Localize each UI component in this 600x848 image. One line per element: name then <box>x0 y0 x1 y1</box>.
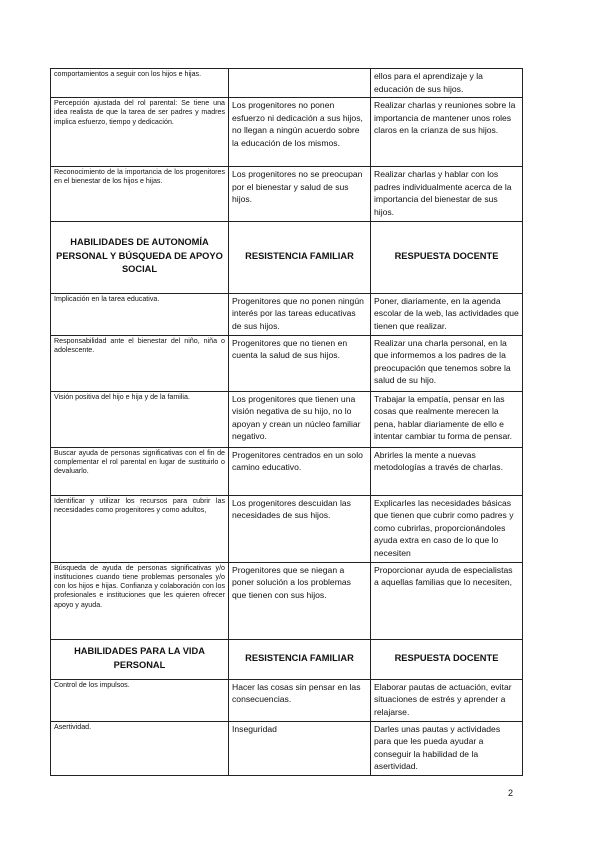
skills-table <box>50 68 523 776</box>
table-row <box>51 98 523 167</box>
skill-cell: Buscar ayuda de personas significativas con el fin de complementar el rol parental en lugar de sustituirlo o devaluarlo. <box>51 447 229 495</box>
teacher-response-cell: Proporcionar ayuda de especialistas a aquellas familias que lo necesiten, <box>371 562 523 639</box>
family-resistance-cell: Los progenitores no ponen esfuerzo ni dedicación a sus hijos, no llegan a ningún acuerdo sobre la educación de los mismos. <box>229 98 371 167</box>
skill-cell: Identificar y utilizar los recursos para cubrir las necesidades como progenitores y como adultos, <box>51 495 229 562</box>
skill-cell: Reconocimiento de la importancia de los progenitores en el bienestar de los hijos e hijas. <box>51 167 229 221</box>
table-row <box>51 335 523 391</box>
table-row <box>51 167 523 221</box>
teacher-response-cell: Realizar charlas y reuniones sobre la importancia de mantener unos roles claros en la crianza de sus hijos. <box>371 98 523 167</box>
family-resistance-cell: Progenitores que no tienen en cuenta la salud de sus hijos. <box>229 335 371 391</box>
section-heading-cell: HABILIDADES PARA LA VIDA PERSONAL <box>51 639 229 679</box>
teacher-response-cell: Explicarles las necesidades básicas que tienen que cubrir como padres y como cubrirlas, proporcionándoles ayuda extra en caso de lo que lo necesiten <box>371 495 523 562</box>
table-row <box>51 69 523 98</box>
teacher-response-cell: Abrirles la mente a nuevas metodologías a través de charlas. <box>371 447 523 495</box>
skill-cell: Búsqueda de ayuda de personas significativas y/o instituciones cuando tiene problemas personales y/o con los hijos e hijas. Confianza y colaboración con los profesionales e instituciones que les quieren ofrecer apoyo y ayuda. <box>51 562 229 639</box>
teacher-response-cell: Realizar charlas y hablar con los padres individualmente acerca de la importancia del bienestar de sus hijos. <box>371 167 523 221</box>
skill-cell: Asertividad. <box>51 721 229 775</box>
table-row <box>51 391 523 447</box>
table-header-row <box>51 221 523 293</box>
teacher-response-cell: ellos para el aprendizaje y la educación de sus hijos. <box>371 69 523 98</box>
resistance-heading-cell: RESISTENCIA FAMILIAR <box>229 221 371 293</box>
table-row <box>51 679 523 721</box>
skill-cell: comportamientos a seguir con los hijos e hijas. <box>51 69 229 98</box>
family-resistance-cell: Progenitores centrados en un solo camino educativo. <box>229 447 371 495</box>
skill-cell: Implicación en la tarea educativa. <box>51 293 229 335</box>
teacher-response-cell: Elaborar pautas de actuación, evitar situaciones de estrés y aprender a relajarse. <box>371 679 523 721</box>
teacher-response-cell: Darles unas pautas y actividades para que les pueda ayudar a conseguir la habilidad de la asertividad. <box>371 721 523 775</box>
resistance-heading-cell: RESISTENCIA FAMILIAR <box>229 639 371 679</box>
table-row <box>51 562 523 639</box>
family-resistance-cell: Hacer las cosas sin pensar en las consecuencias. <box>229 679 371 721</box>
response-heading-cell: RESPUESTA DOCENTE <box>371 639 523 679</box>
response-heading-cell: RESPUESTA DOCENTE <box>371 221 523 293</box>
teacher-response-cell: Trabajar la empatía, pensar en las cosas que realmente merecen la pena, hablar diariamente de ello e intentar cambiar tu forma de pensar. <box>371 391 523 447</box>
family-resistance-cell: Los progenitores que tienen una visión negativa de su hijo, no lo apoyan y crean un núcleo familiar negativo. <box>229 391 371 447</box>
table-row <box>51 721 523 775</box>
section-heading-cell: HABILIDADES DE AUTONOMÍA PERSONAL Y BÚSQUEDA DE APOYO SOCIAL <box>51 221 229 293</box>
skills-table-body <box>51 69 523 776</box>
skill-cell: Visión positiva del hijo e hija y de la familia. <box>51 391 229 447</box>
table-row <box>51 495 523 562</box>
table-row <box>51 447 523 495</box>
family-resistance-cell <box>229 69 371 98</box>
teacher-response-cell: Realizar una charla personal, en la que informemos a los padres de la preocupación que tenemos sobre la salud de su hijo. <box>371 335 523 391</box>
skill-cell: Control de los impulsos. <box>51 679 229 721</box>
family-resistance-cell: Los progenitores no se preocupan por el bienestar y salud de sus hijos. <box>229 167 371 221</box>
skill-cell: Percepción ajustada del rol parental: Se tiene una idea realista de que la tarea de ser padres y madres implica esfuerzo, tiempo y dedicación. <box>51 98 229 167</box>
skill-cell: Responsabilidad ante el bienestar del niño, niña o adolescente. <box>51 335 229 391</box>
family-resistance-cell: Inseguridad <box>229 721 371 775</box>
family-resistance-cell: Los progenitores descuidan las necesidades de sus hijos. <box>229 495 371 562</box>
table-header-row <box>51 639 523 679</box>
teacher-response-cell: Poner, diariamente, en la agenda escolar de la web, las actividades que tienen que realizar. <box>371 293 523 335</box>
family-resistance-cell: Progenitores que no ponen ningún interés por las tareas educativas de sus hijos. <box>229 293 371 335</box>
table-row <box>51 293 523 335</box>
family-resistance-cell: Progenitores que se niegan a poner solución a los problemas que tienen con sus hijos. <box>229 562 371 639</box>
page-number: 2 <box>508 788 514 798</box>
